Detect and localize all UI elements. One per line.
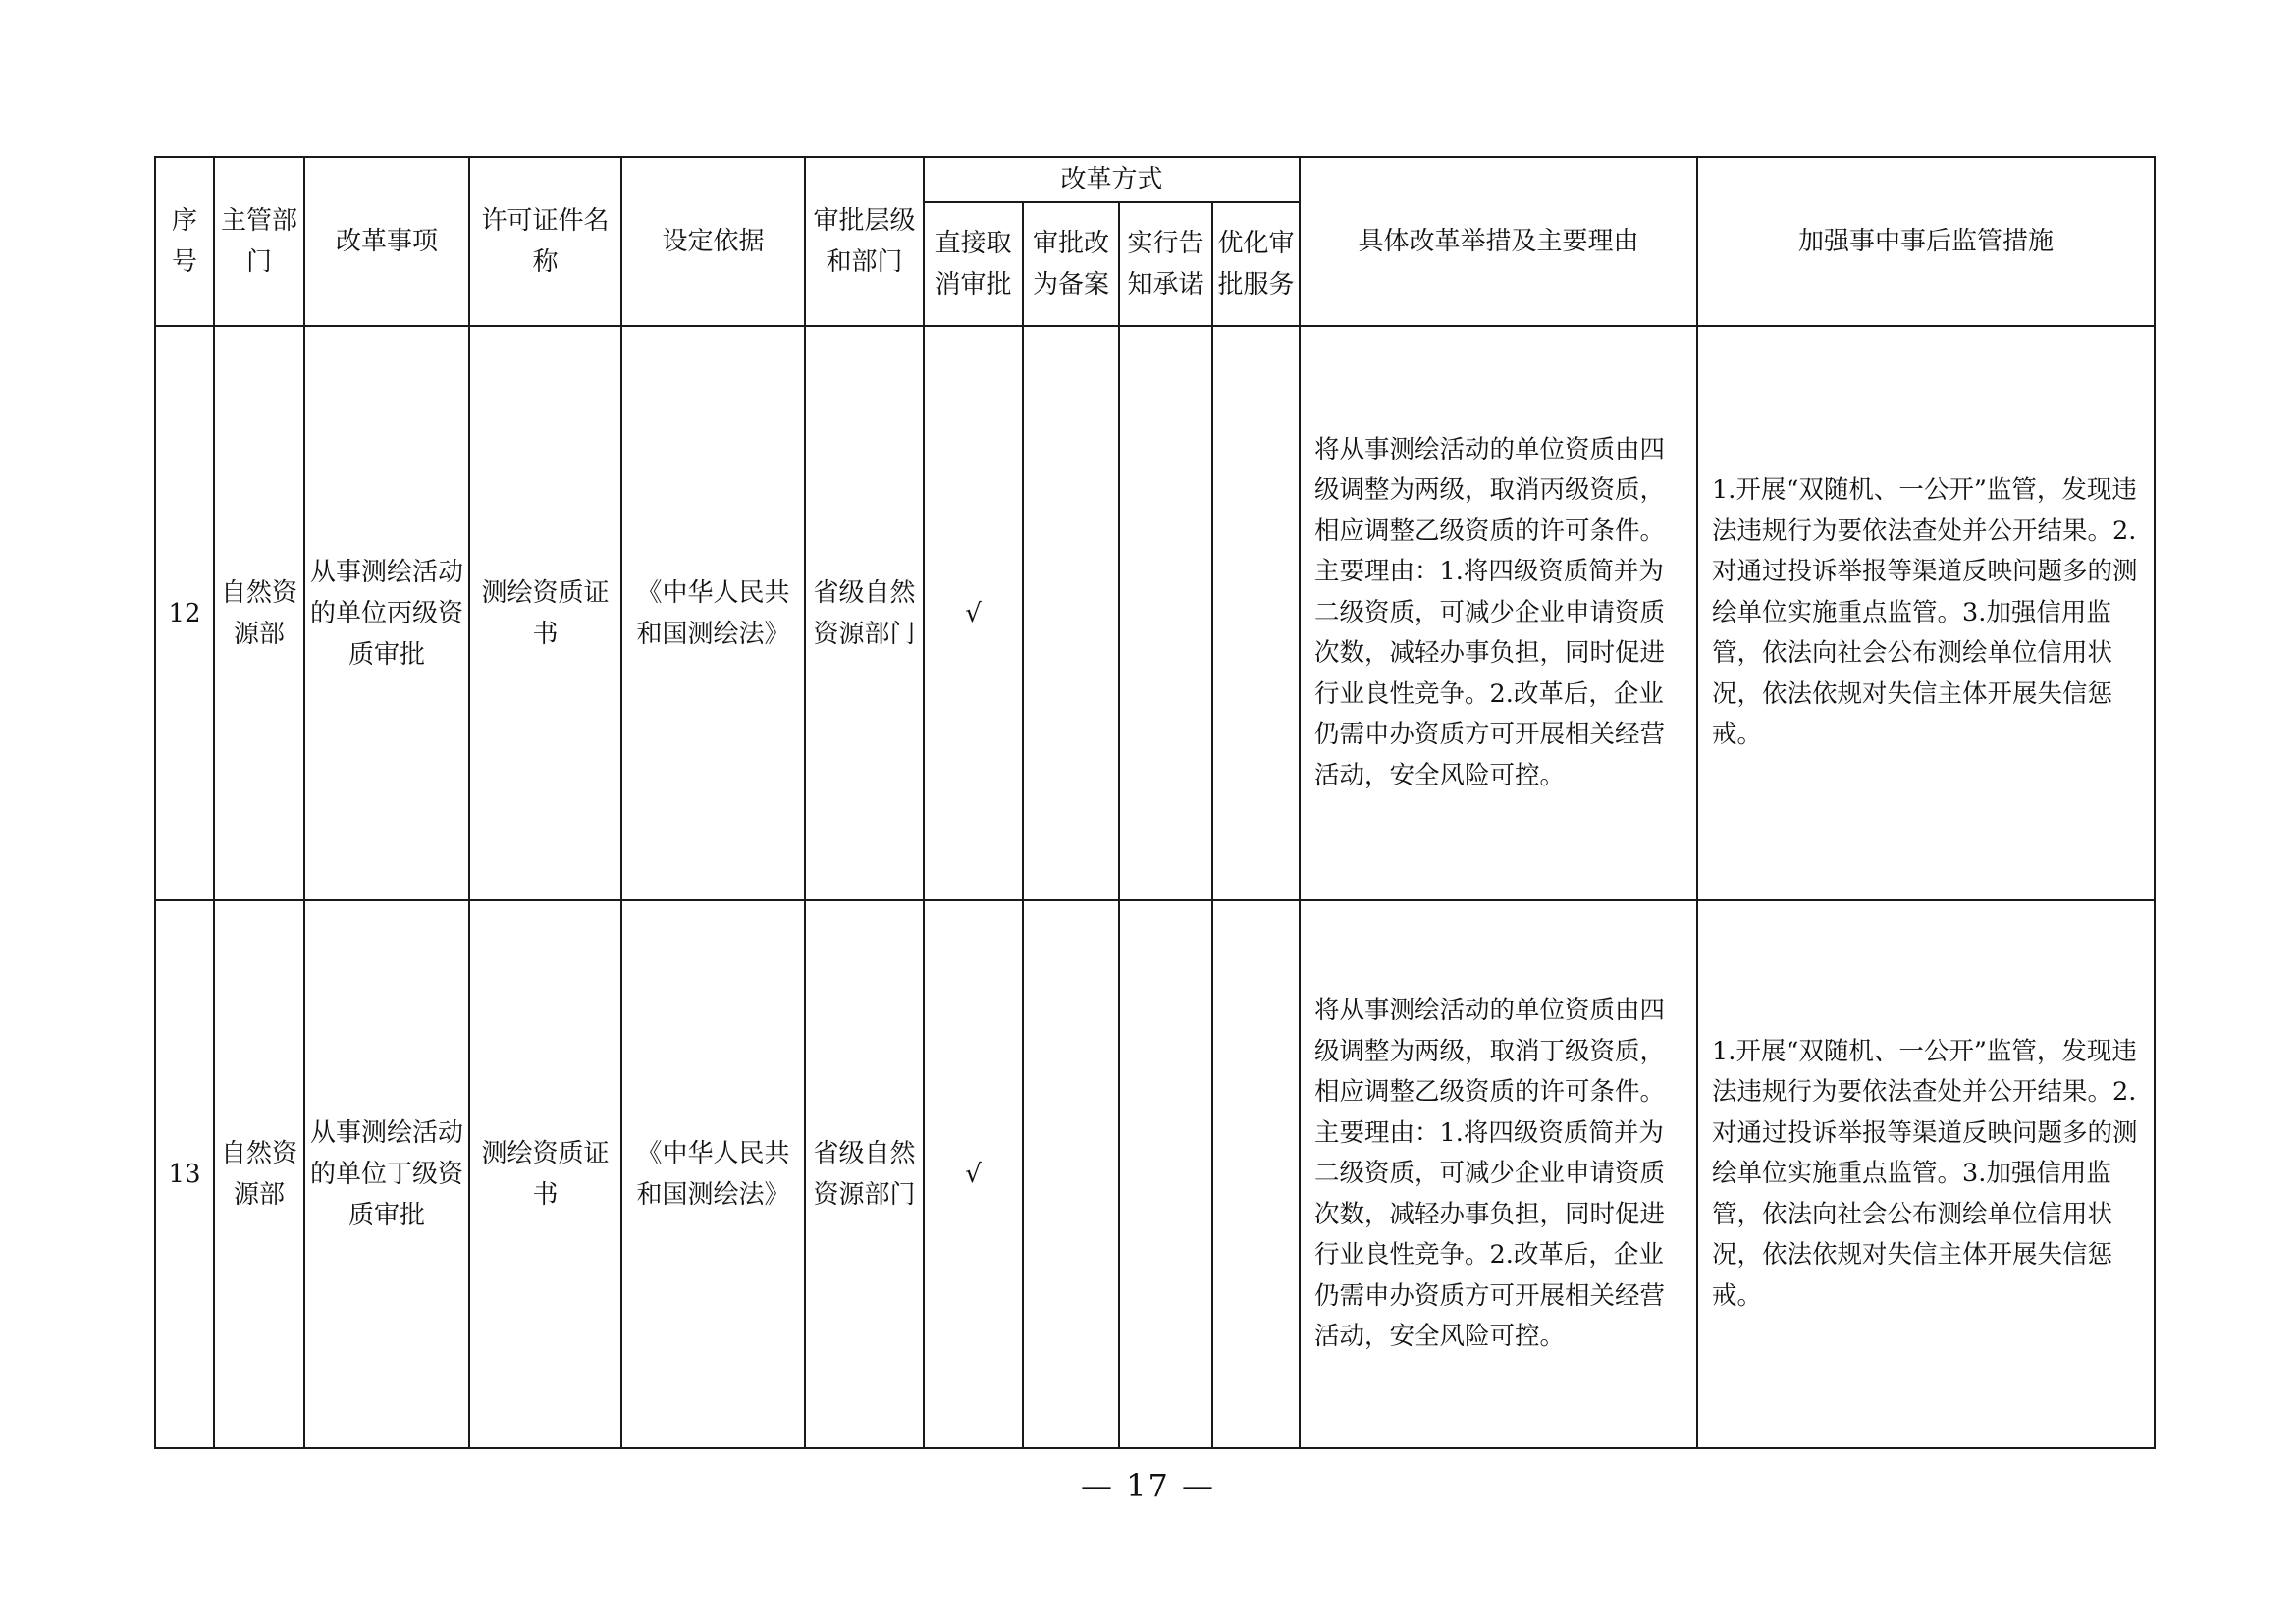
header-measures: 具体改革举措及主要理由 xyxy=(1300,157,1697,326)
table-row xyxy=(155,326,2155,900)
header-dept: 主管部门 xyxy=(214,157,304,326)
header-mode-commit: 实行告知承诺 xyxy=(1119,202,1212,326)
header-mode-filing: 审批改为备案 xyxy=(1023,202,1119,326)
cell-measures: 将从事测绘活动的单位资质由四级调整为两级，取消丁级资质，相应调整乙级资质的许可条件。主要理由：1.将四级资质简并为二级资质，可减少企业申请资质次数，减轻办事负担，同时促进行业良性竞争。2.改革后，企业仍需申办资质方可开展相关经营活动，安全风险可控。 xyxy=(1300,900,1697,1448)
cell-cancel-check: √ xyxy=(924,900,1023,1448)
cell-dept: 自然资源部 xyxy=(214,900,304,1448)
header-basis: 设定依据 xyxy=(621,157,805,326)
header-mode-cancel: 直接取消审批 xyxy=(924,202,1023,326)
cell-filing xyxy=(1023,900,1119,1448)
header-mode-optimize: 优化审批服务 xyxy=(1212,202,1300,326)
page-number: — 17 — xyxy=(1080,1467,1216,1504)
cell-level: 省级自然资源部门 xyxy=(805,326,924,900)
cell-commit xyxy=(1119,326,1212,900)
header-reform-mode: 改革方式 xyxy=(924,157,1300,202)
cell-commit xyxy=(1119,900,1212,1448)
cell-dept: 自然资源部 xyxy=(214,326,304,900)
header-level: 审批层级和部门 xyxy=(805,157,924,326)
cell-seq: 13 xyxy=(155,900,214,1448)
cell-seq: 12 xyxy=(155,326,214,900)
cell-license: 测绘资质证书 xyxy=(469,326,621,900)
cell-item: 从事测绘活动的单位丁级资质审批 xyxy=(304,900,469,1448)
cell-basis: 《中华人民共和国测绘法》 xyxy=(621,326,805,900)
cell-supervision: 1.开展“双随机、一公开”监管，发现违法违规行为要依法查处并公开结果。2.对通过投诉举报等渠道反映问题多的测绘单位实施重点监管。3.加强信用监管，依法向社会公布测绘单位信用状况，依法依规对失信主体开展失信惩戒。 xyxy=(1697,900,2155,1448)
cell-filing xyxy=(1023,326,1119,900)
cell-optimize xyxy=(1212,900,1300,1448)
cell-license: 测绘资质证书 xyxy=(469,900,621,1448)
header-license: 许可证件名称 xyxy=(469,157,621,326)
header-item: 改革事项 xyxy=(304,157,469,326)
table-row xyxy=(155,900,2155,1448)
cell-item: 从事测绘活动的单位丙级资质审批 xyxy=(304,326,469,900)
cell-level: 省级自然资源部门 xyxy=(805,900,924,1448)
reform-table xyxy=(154,156,2156,1449)
cell-basis: 《中华人民共和国测绘法》 xyxy=(621,900,805,1448)
cell-supervision: 1.开展“双随机、一公开”监管，发现违法违规行为要依法查处并公开结果。2.对通过投诉举报等渠道反映问题多的测绘单位实施重点监管。3.加强信用监管，依法向社会公布测绘单位信用状况，依法依规对失信主体开展失信惩戒。 xyxy=(1697,326,2155,900)
cell-optimize xyxy=(1212,326,1300,900)
header-supervision: 加强事中事后监管措施 xyxy=(1697,157,2155,326)
header-seq: 序号 xyxy=(155,157,214,326)
cell-measures: 将从事测绘活动的单位资质由四级调整为两级，取消丙级资质，相应调整乙级资质的许可条件。主要理由：1.将四级资质简并为二级资质，可减少企业申请资质次数，减轻办事负担，同时促进行业良性竞争。2.改革后，企业仍需申办资质方可开展相关经营活动，安全风险可控。 xyxy=(1300,326,1697,900)
cell-cancel-check: √ xyxy=(924,326,1023,900)
